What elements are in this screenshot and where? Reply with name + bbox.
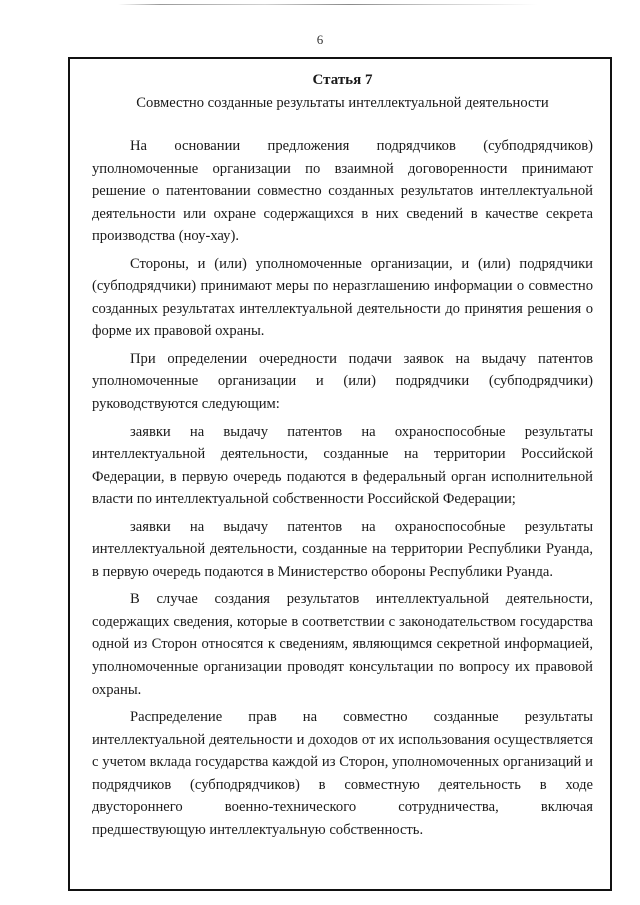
paragraph-1: На основании предложения подрядчиков (субподрядчиков) уполномоченные организации по взаимной договоренности принимают решение о патентовании совместно созданных результатов интеллектуальной деятельности или охране содержащихся в них сведений в качестве секрета производства (ноу-хау). bbox=[92, 138, 593, 245]
article-subtitle: Совместно созданные результаты интеллектуальной деятельности bbox=[136, 95, 549, 111]
paragraph-4: заявки на выдачу патентов на охраноспособные результаты интеллектуальной деятельности, созданные на территории Российской Федерации, в первую очередь подаются в федеральный орган исполнительной власти по интеллектуальной собственности Российской Федерации; bbox=[92, 423, 593, 508]
page-number: 6 bbox=[316, 32, 324, 47]
paragraph-2: Стороны, и (или) уполномоченные организации, и (или) подрядчики (субподрядчики) принимают меры по неразглашению информации о совместно созданных результатах интеллектуальной деятельности до принятия решения о форме их правовой охраны. bbox=[92, 255, 593, 340]
scan-artifact-line bbox=[118, 4, 538, 5]
document-body bbox=[92, 62, 593, 841]
paragraph-3: При определении очередности подачи заявок на выдачу патентов уполномоченные организации и (или) подрядчики (субподрядчики) руководствуются следующим: bbox=[92, 350, 593, 413]
paragraph-list bbox=[92, 135, 593, 841]
paragraph-7: Распределение прав на совместно созданные результаты интеллектуальной деятельности и доходов от их использования осуществляется с учетом вклада государства каждой из Сторон, уполномоченных организаций и подрядчиков (субподрядчиков) в совместную деятельность в ходе двустороннего военно-технического сотрудничества, включая предшествующую интеллектуальную собственность. bbox=[92, 709, 593, 838]
paragraph-5: заявки на выдачу патентов на охраноспособные результаты интеллектуальной деятельности, созданные на территории Республики Руанда, в первую очередь подаются в Министерство обороны Республики Руанда. bbox=[92, 518, 593, 580]
article-title: Статья 7 bbox=[312, 72, 373, 88]
paragraph-6: В случае создания результатов интеллектуальной деятельности, содержащих сведения, которые в соответствии с законодательством государства одной из Сторон относятся к сведениям, являющимся секретной информацией, уполномоченные организации проводят консультации по вопросу их правовой охраны. bbox=[92, 591, 593, 698]
